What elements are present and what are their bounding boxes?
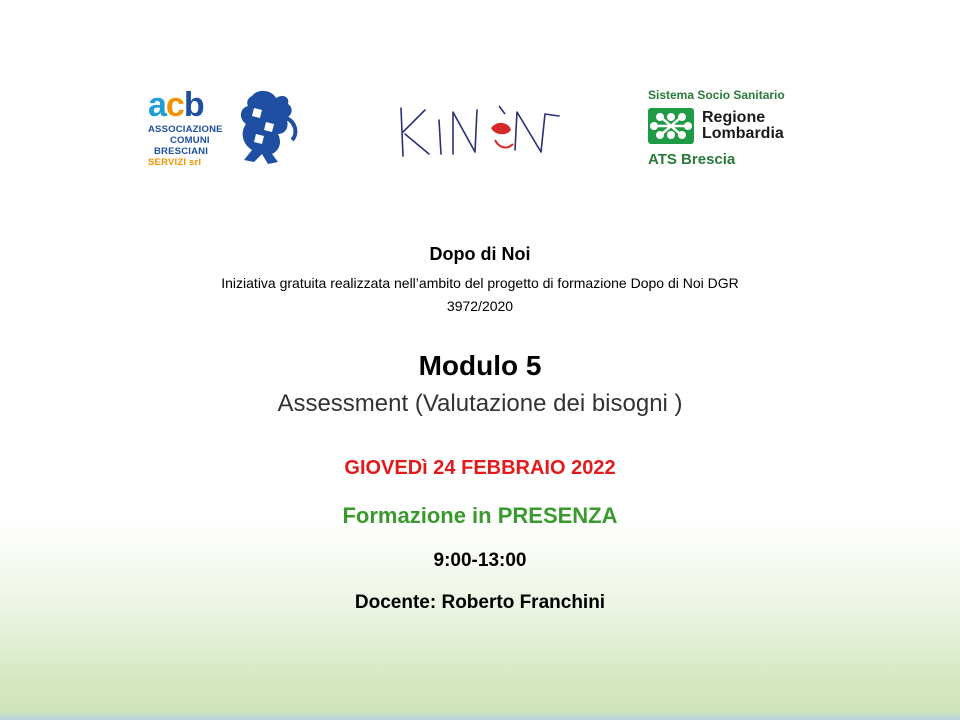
kinon-handwritten-logo — [395, 100, 565, 160]
teacher-name: Docente: Roberto Franchini — [354, 592, 606, 613]
lion-rampant-icon — [232, 88, 304, 168]
event-time: 9:00-13:00 — [433, 550, 527, 571]
ats-logo-regione-line: Lombardia — [702, 125, 784, 142]
rosa-camuna-icon — [648, 108, 694, 144]
ats-logo-regione-line: Regione — [702, 109, 766, 126]
kinon-logo — [395, 100, 565, 160]
ats-brescia-logo — [644, 88, 834, 174]
training-format: Formazione in PRESENZA — [342, 503, 618, 528]
acb-logo-line: BRESCIANI — [154, 146, 209, 157]
ats-logo-bottom-text: ATS Brescia — [648, 151, 736, 168]
event-subtitle-line2: 3972/2020 — [446, 298, 514, 314]
acb-logo-line: ASSOCIAZIONE — [148, 124, 223, 135]
event-title: Dopo di Noi — [429, 244, 531, 264]
acb-logo-letters: acb — [148, 86, 204, 124]
acb-logo-line: COMUNI — [170, 135, 210, 146]
module-description: Assessment (Valutazione dei bisogni ) — [277, 390, 683, 417]
event-date: GIOVEDì 24 FEBBRAIO 2022 — [344, 457, 616, 479]
module-title: Modulo 5 — [418, 350, 542, 381]
event-subtitle-line1: Iniziativa gratuita realizzata nell’ambito del progetto di formazione Dopo di Noi DGR — [221, 275, 739, 291]
ats-logo-regione — [702, 110, 784, 142]
acb-logo — [146, 88, 306, 172]
acb-logo-line: SERVIZI srl — [148, 157, 202, 168]
ats-logo-top-text: Sistema Socio Sanitario — [648, 88, 785, 102]
